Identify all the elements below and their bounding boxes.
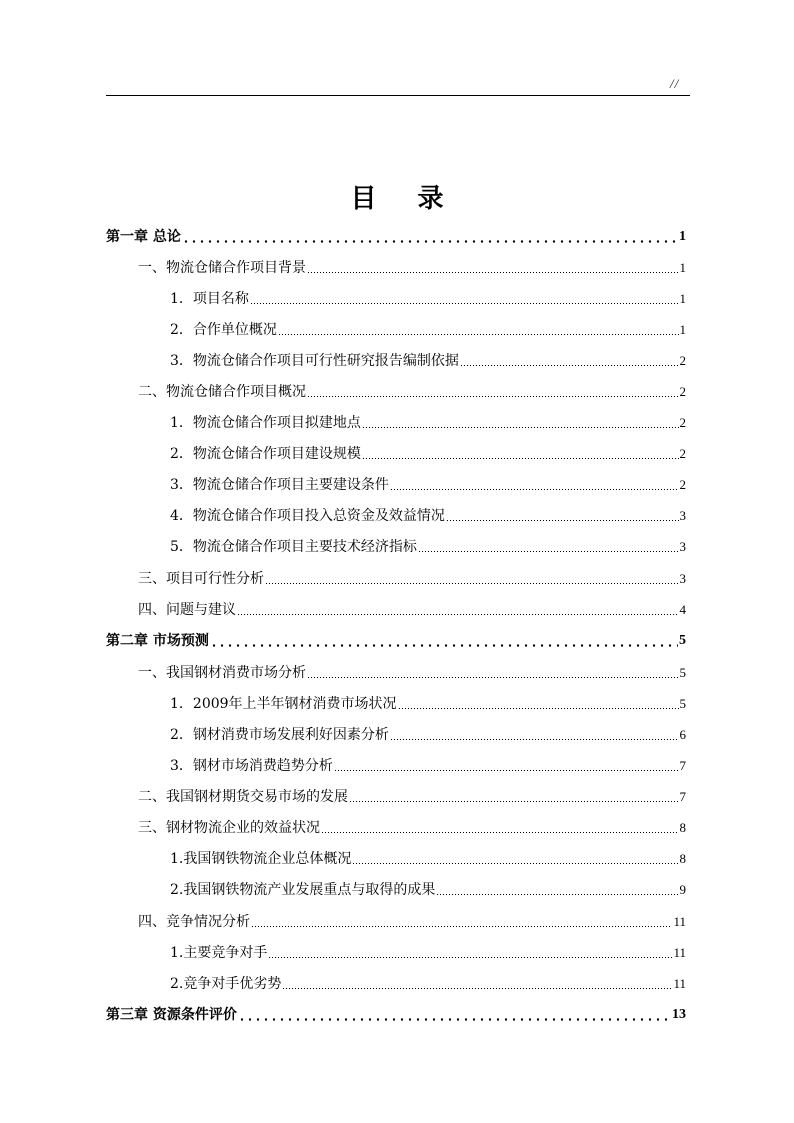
toc-entry[interactable] xyxy=(106,257,686,277)
toc-page-number: 11 xyxy=(673,914,686,929)
toc-entry-text: 1．2009年上半年钢材消费市场状况 xyxy=(170,696,397,712)
toc-entry-text: 第三章 资源条件评价 xyxy=(106,1007,237,1023)
toc-page-number: 3 xyxy=(679,571,686,586)
dot-leader xyxy=(307,396,679,397)
dot-leader xyxy=(307,677,679,678)
toc-entry[interactable] xyxy=(106,474,686,494)
dot-leader xyxy=(352,863,678,864)
toc-entry[interactable] xyxy=(106,350,686,370)
dot-leader xyxy=(282,988,672,989)
toc-page-number: 5 xyxy=(679,665,686,680)
toc-page-number: 7 xyxy=(679,789,686,804)
toc-entry-text: 一、物流仓储合作项目背景 xyxy=(138,260,306,276)
toc-page-number: 1 xyxy=(679,229,686,244)
dot-leader xyxy=(182,240,678,243)
toc-page-number: 6 xyxy=(679,727,686,742)
dot-leader xyxy=(334,770,679,771)
dot-leader xyxy=(321,832,679,833)
toc-entry[interactable] xyxy=(106,973,686,993)
header-mark: // xyxy=(670,76,680,91)
toc-entry[interactable] xyxy=(106,879,686,899)
dot-leader xyxy=(362,458,679,459)
toc-entry[interactable] xyxy=(106,630,686,650)
toc-page-number: 5 xyxy=(679,696,686,711)
toc-title: 目 录 xyxy=(350,184,460,214)
toc-entry[interactable] xyxy=(106,226,686,246)
toc-entry-text: 2．合作单位概况 xyxy=(170,322,277,338)
toc-entry-text: 5．物流仓储合作项目主要技术经济指标 xyxy=(170,539,417,555)
toc-entry[interactable] xyxy=(106,693,686,713)
toc-entry[interactable] xyxy=(106,505,686,525)
toc-entry-text: 2．物流仓储合作项目建设规模 xyxy=(170,446,361,462)
toc-page-number: 1 xyxy=(679,291,686,306)
toc-entry[interactable] xyxy=(106,599,686,619)
toc-page-number: 13 xyxy=(672,1007,686,1022)
toc-page-number: 2 xyxy=(679,446,686,461)
toc-entry-text: 2.竞争对手优劣势 xyxy=(170,976,282,992)
toc-entry[interactable] xyxy=(106,662,686,682)
toc-entry[interactable] xyxy=(106,724,686,744)
dot-leader xyxy=(210,644,678,647)
toc-entry[interactable] xyxy=(106,568,686,588)
toc-entry-text: 第二章 市场预测 xyxy=(106,633,209,649)
toc-page-number: 3 xyxy=(679,539,686,554)
dot-leader xyxy=(268,957,672,958)
toc-page-number: 8 xyxy=(679,820,686,835)
dot-leader xyxy=(390,739,679,740)
dot-leader xyxy=(265,583,679,584)
toc-entry[interactable] xyxy=(106,786,686,806)
dot-leader xyxy=(237,614,679,615)
dot-leader xyxy=(250,303,679,304)
toc-entry[interactable] xyxy=(106,817,686,837)
toc-entry-text: 1.我国钢铁物流企业总体概况 xyxy=(170,851,352,867)
dot-leader xyxy=(460,365,679,366)
dot-leader xyxy=(436,894,678,895)
dot-leader xyxy=(390,489,679,490)
toc-entry-text: 2.我国钢铁物流产业发展重点与取得的成果 xyxy=(170,882,436,898)
toc-page-number: 2 xyxy=(679,477,686,492)
dot-leader xyxy=(238,1018,671,1021)
toc-page-number: 3 xyxy=(679,508,686,523)
toc-entry[interactable] xyxy=(106,942,686,962)
dot-leader xyxy=(278,334,679,335)
toc-entry-text: 四、问题与建议 xyxy=(138,602,236,618)
toc-entry-text: 第一章 总论 xyxy=(106,229,181,245)
toc-page-number: 11 xyxy=(673,976,686,991)
dot-leader xyxy=(446,520,679,521)
toc-page-number: 1 xyxy=(679,260,686,275)
toc-entry-text: 三、钢材物流企业的效益状况 xyxy=(138,820,320,836)
dot-leader xyxy=(307,272,679,273)
toc-entry-text: 3．钢材市场消费趋势分析 xyxy=(170,758,333,774)
dot-leader xyxy=(251,926,672,927)
dot-leader xyxy=(362,427,679,428)
toc-entry-text: 四、竞争情况分析 xyxy=(138,914,250,930)
header-rule xyxy=(106,95,690,96)
toc-entry-text: 1．物流仓储合作项目拟建地点 xyxy=(170,415,361,431)
toc-entry-text: 4．物流仓储合作项目投入总资金及效益情况 xyxy=(170,508,445,524)
toc-page-number: 8 xyxy=(679,851,686,866)
toc-entry[interactable] xyxy=(106,288,686,308)
toc-entry-text: 二、我国钢材期货交易市场的发展 xyxy=(138,789,348,805)
dot-leader xyxy=(398,708,679,709)
toc-entry[interactable] xyxy=(106,848,686,868)
toc-entry-text: 3．物流仓储合作项目主要建设条件 xyxy=(170,477,389,493)
toc-page-number: 1 xyxy=(679,322,686,337)
toc-entry[interactable] xyxy=(106,536,686,556)
toc-entry[interactable] xyxy=(106,443,686,463)
toc-page-number: 5 xyxy=(679,633,686,648)
toc-page-number: 2 xyxy=(679,353,686,368)
toc-page-number: 2 xyxy=(679,415,686,430)
toc-entry-text: 三、项目可行性分析 xyxy=(138,571,264,587)
toc-entry-text: 二、物流仓储合作项目概况 xyxy=(138,384,306,400)
toc-entry[interactable] xyxy=(106,1004,686,1024)
toc-page-number: 11 xyxy=(673,945,686,960)
toc-entry-text: 3．物流仓储合作项目可行性研究报告编制依据 xyxy=(170,353,459,369)
toc-entry[interactable] xyxy=(106,911,686,931)
dot-leader xyxy=(349,801,679,802)
toc-entry[interactable] xyxy=(106,412,686,432)
toc-entry-text: 一、我国钢材消费市场分析 xyxy=(138,665,306,681)
toc-page-number: 2 xyxy=(679,384,686,399)
toc-page-number: 9 xyxy=(679,882,686,897)
toc-entry[interactable] xyxy=(106,381,686,401)
toc-entry[interactable] xyxy=(106,319,686,339)
toc-entry-text: 1.主要竞争对手 xyxy=(170,945,268,961)
dot-leader xyxy=(418,551,679,552)
toc-entry-text: 1．项目名称 xyxy=(170,291,249,307)
toc-entry[interactable] xyxy=(106,755,686,775)
toc-entry-text: 2．钢材消费市场发展利好因素分析 xyxy=(170,727,389,743)
toc-page-number: 7 xyxy=(679,758,686,773)
toc-page-number: 4 xyxy=(679,602,686,617)
